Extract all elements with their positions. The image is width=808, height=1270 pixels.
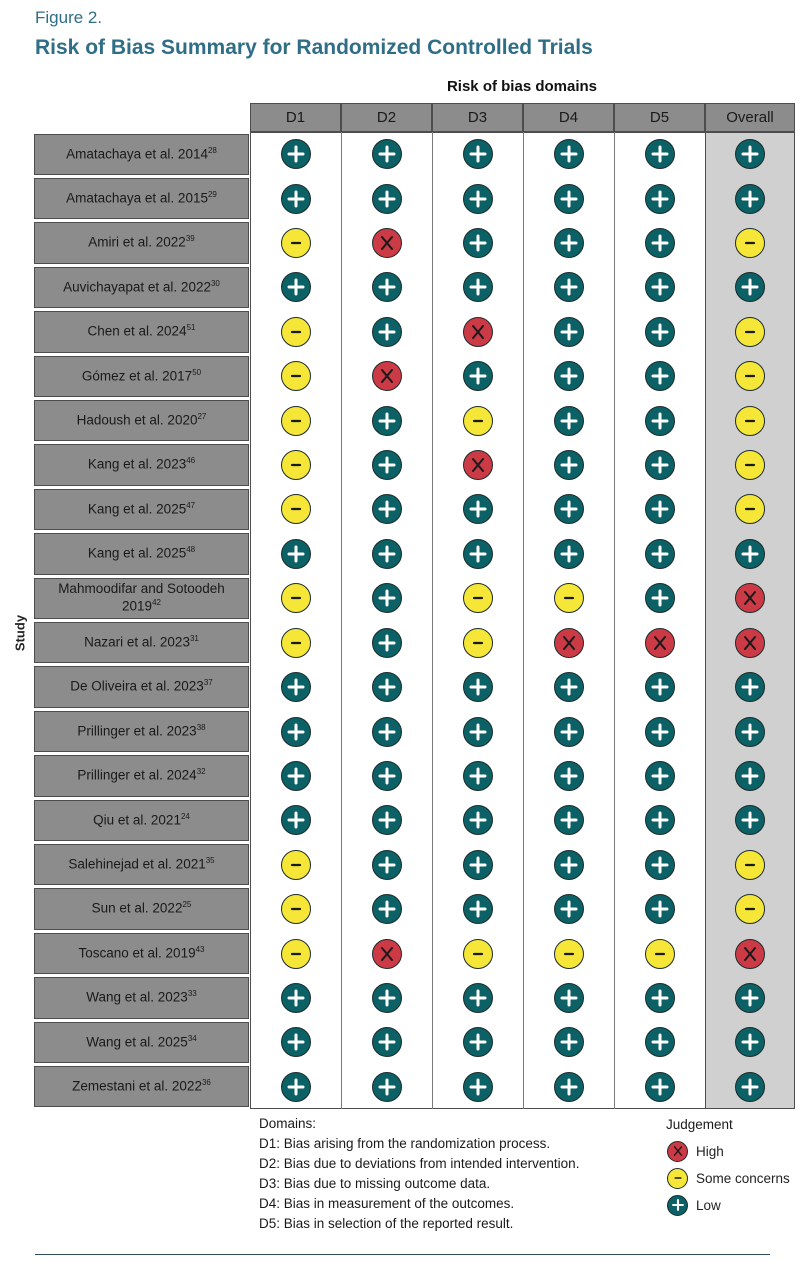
low-risk-icon bbox=[735, 672, 765, 702]
some-concerns-icon bbox=[281, 494, 311, 524]
low-risk-icon bbox=[645, 583, 675, 613]
low-risk-icon bbox=[463, 494, 493, 524]
low-risk-icon bbox=[554, 272, 584, 302]
study-name: De Oliveira et al. 2023$^{37}$ bbox=[70, 678, 213, 694]
low-risk-icon bbox=[554, 850, 584, 880]
some-concerns-icon bbox=[735, 406, 765, 436]
study-reference: 39 bbox=[185, 234, 195, 244]
study-reference: 29 bbox=[207, 189, 217, 199]
low-risk-icon bbox=[645, 894, 675, 924]
study-label bbox=[34, 1022, 249, 1063]
study-label bbox=[34, 844, 249, 885]
study-name: Kang et al. 2025$^{47}$ bbox=[87, 500, 196, 517]
some-concerns-icon bbox=[281, 361, 311, 391]
some-concerns-icon bbox=[735, 228, 765, 258]
low-risk-icon bbox=[372, 184, 402, 214]
low-risk-icon bbox=[372, 1027, 402, 1057]
low-risk-icon bbox=[645, 983, 675, 1013]
low-risk-icon bbox=[372, 494, 402, 524]
some-concerns-icon bbox=[645, 939, 675, 969]
low-risk-icon bbox=[372, 628, 402, 658]
low-risk-icon bbox=[554, 317, 584, 347]
high-risk-icon bbox=[645, 628, 675, 658]
low-risk-icon bbox=[735, 1072, 765, 1102]
low-risk-icon bbox=[554, 184, 584, 214]
domain-note-d1: D1: Bias arising from the randomization process. bbox=[259, 1136, 551, 1151]
low-risk-icon bbox=[463, 672, 493, 702]
study-name: Nazari et al. 2023$^{31}$ bbox=[84, 634, 199, 650]
low-risk-icon bbox=[554, 450, 584, 480]
legend-label-high: High bbox=[696, 1143, 724, 1159]
study-name: Hadoush et al. 2020$^{27}$ bbox=[76, 411, 207, 428]
study-label bbox=[34, 222, 249, 263]
low-risk-icon bbox=[645, 450, 675, 480]
low-risk-icon bbox=[463, 850, 493, 880]
low-risk-icon bbox=[463, 717, 493, 747]
low-risk-icon bbox=[554, 139, 584, 169]
column-divider bbox=[432, 132, 433, 1109]
column-header-d5: D5 bbox=[614, 103, 705, 132]
study-label bbox=[34, 1066, 249, 1107]
study-label bbox=[34, 755, 249, 796]
study-name: Amatachaya et al. 2014$^{28}$ bbox=[66, 145, 217, 162]
study-axis-label: Study bbox=[12, 614, 28, 652]
study-label bbox=[34, 666, 249, 707]
study-reference: 24 bbox=[180, 811, 190, 821]
domain-note-d2: D2: Bias due to deviations from intended intervention. bbox=[259, 1156, 580, 1171]
domains-legend bbox=[259, 1114, 579, 1234]
low-risk-icon bbox=[372, 672, 402, 702]
low-risk-icon bbox=[554, 717, 584, 747]
low-risk-icon bbox=[645, 494, 675, 524]
low-risk-icon bbox=[281, 139, 311, 169]
study-reference: 33 bbox=[187, 989, 197, 999]
high-risk-icon bbox=[667, 1141, 688, 1162]
domain-note-d5: D5: Bias in selection of the reported result. bbox=[259, 1216, 514, 1231]
some-concerns-icon bbox=[463, 939, 493, 969]
column-header-overall: Overall bbox=[705, 103, 795, 132]
low-risk-icon bbox=[645, 1027, 675, 1057]
low-risk-icon bbox=[554, 361, 584, 391]
domain-note-d3: D3: Bias due to missing outcome data. bbox=[259, 1176, 491, 1191]
study-reference: 27 bbox=[197, 411, 207, 421]
low-risk-icon bbox=[554, 672, 584, 702]
study-reference: 46 bbox=[186, 456, 196, 466]
study-name: Wang et al. 2023$^{33}$ bbox=[86, 989, 197, 1005]
study-name: Amatachaya et al. 2015$^{29}$ bbox=[66, 189, 217, 206]
study-label bbox=[34, 933, 249, 974]
low-risk-icon bbox=[281, 272, 311, 302]
study-name: Salehinejad et al. 2021$^{35}$ bbox=[68, 856, 215, 872]
study-reference: 28 bbox=[207, 145, 217, 155]
study-reference: 42 bbox=[152, 598, 161, 608]
low-risk-icon bbox=[735, 184, 765, 214]
high-risk-icon bbox=[372, 939, 402, 969]
column-header-d1: D1 bbox=[250, 103, 341, 132]
some-concerns-icon bbox=[735, 850, 765, 880]
some-concerns-icon bbox=[281, 406, 311, 436]
low-risk-icon bbox=[554, 539, 584, 569]
study-label bbox=[34, 444, 249, 485]
low-risk-icon bbox=[554, 406, 584, 436]
study-name: Kang et al. 2025$^{48}$ bbox=[87, 545, 196, 561]
low-risk-icon bbox=[372, 761, 402, 791]
low-risk-icon bbox=[554, 761, 584, 791]
high-risk-icon bbox=[372, 228, 402, 258]
column-divider bbox=[523, 132, 524, 1109]
low-risk-icon bbox=[735, 983, 765, 1013]
low-risk-icon bbox=[372, 450, 402, 480]
low-risk-icon bbox=[554, 894, 584, 924]
low-risk-icon bbox=[281, 761, 311, 791]
low-risk-icon bbox=[372, 139, 402, 169]
figure-title: Risk of Bias Summary for Randomized Controlled Trials bbox=[35, 36, 593, 59]
low-risk-icon bbox=[372, 539, 402, 569]
low-risk-icon bbox=[463, 761, 493, 791]
legend-item-low bbox=[667, 1194, 721, 1216]
low-risk-icon bbox=[667, 1195, 688, 1216]
low-risk-icon bbox=[463, 272, 493, 302]
some-concerns-icon bbox=[281, 628, 311, 658]
some-concerns-icon bbox=[554, 583, 584, 613]
low-risk-icon bbox=[463, 539, 493, 569]
column-divider bbox=[341, 132, 342, 1109]
study-name: Prillinger et al. 2023$^{38}$ bbox=[77, 722, 206, 739]
low-risk-icon bbox=[463, 983, 493, 1013]
low-risk-icon bbox=[645, 184, 675, 214]
study-reference: 34 bbox=[187, 1033, 197, 1043]
some-concerns-icon bbox=[554, 939, 584, 969]
low-risk-icon bbox=[372, 272, 402, 302]
study-name: Wang et al. 2025$^{34}$ bbox=[86, 1033, 197, 1050]
study-reference: 31 bbox=[189, 634, 199, 644]
study-label bbox=[34, 267, 249, 308]
study-label bbox=[34, 711, 249, 752]
low-risk-icon bbox=[372, 717, 402, 747]
low-risk-icon bbox=[735, 539, 765, 569]
low-risk-icon bbox=[645, 317, 675, 347]
low-risk-icon bbox=[281, 672, 311, 702]
study-label bbox=[34, 178, 249, 219]
low-risk-icon bbox=[372, 850, 402, 880]
study-label bbox=[34, 800, 249, 841]
high-risk-icon bbox=[554, 628, 584, 658]
study-name: Qiu et al. 2021$^{24}$ bbox=[93, 811, 190, 828]
study-label bbox=[34, 489, 249, 530]
low-risk-icon bbox=[281, 539, 311, 569]
study-reference: 38 bbox=[196, 722, 206, 732]
study-label bbox=[34, 578, 249, 619]
low-risk-icon bbox=[645, 850, 675, 880]
low-risk-icon bbox=[554, 805, 584, 835]
low-risk-icon bbox=[463, 228, 493, 258]
study-label bbox=[34, 400, 249, 441]
column-divider bbox=[614, 132, 615, 1109]
study-reference: 35 bbox=[205, 856, 215, 866]
domain-note-d4: D4: Bias in measurement of the outcomes. bbox=[259, 1196, 515, 1211]
study-name: Chen et al. 2024$^{51}$ bbox=[87, 323, 196, 339]
column-header-d2: D2 bbox=[341, 103, 432, 132]
low-risk-icon bbox=[281, 805, 311, 835]
low-risk-icon bbox=[645, 1072, 675, 1102]
low-risk-icon bbox=[645, 539, 675, 569]
low-risk-icon bbox=[281, 983, 311, 1013]
low-risk-icon bbox=[554, 1072, 584, 1102]
low-risk-icon bbox=[554, 494, 584, 524]
study-name: Sun et al. 2022$^{25}$ bbox=[91, 900, 192, 916]
legend-item-high bbox=[667, 1140, 724, 1162]
some-concerns-icon bbox=[667, 1168, 688, 1189]
study-name: Auvichayapat et al. 2022$^{30}$ bbox=[63, 278, 220, 295]
low-risk-icon bbox=[645, 228, 675, 258]
study-name: Gómez et al. 2017$^{50}$ bbox=[81, 367, 202, 384]
column-header-d3: D3 bbox=[432, 103, 523, 132]
low-risk-icon bbox=[372, 583, 402, 613]
study-name: Prillinger et al. 2024$^{32}$ bbox=[77, 767, 206, 783]
low-risk-icon bbox=[463, 1027, 493, 1057]
bottom-rule bbox=[35, 1254, 770, 1255]
low-risk-icon bbox=[281, 1027, 311, 1057]
low-risk-icon bbox=[372, 317, 402, 347]
low-risk-icon bbox=[645, 139, 675, 169]
high-risk-icon bbox=[735, 628, 765, 658]
some-concerns-icon bbox=[735, 450, 765, 480]
low-risk-icon bbox=[281, 184, 311, 214]
study-reference: 50 bbox=[192, 367, 202, 377]
study-label bbox=[34, 134, 249, 175]
high-risk-icon bbox=[463, 317, 493, 347]
low-risk-icon bbox=[645, 272, 675, 302]
legend-label-low: Low bbox=[696, 1197, 721, 1213]
study-reference: 51 bbox=[186, 323, 196, 333]
low-risk-icon bbox=[463, 139, 493, 169]
study-reference: 37 bbox=[203, 678, 213, 688]
low-risk-icon bbox=[645, 805, 675, 835]
low-risk-icon bbox=[645, 717, 675, 747]
legend-item-some-concerns bbox=[667, 1167, 790, 1189]
study-label bbox=[34, 888, 249, 929]
study-label bbox=[34, 622, 249, 663]
low-risk-icon bbox=[372, 983, 402, 1013]
study-reference: 43 bbox=[195, 944, 205, 954]
judgement-legend-heading: Judgement bbox=[666, 1117, 733, 1132]
study-label bbox=[34, 356, 249, 397]
low-risk-icon bbox=[554, 1027, 584, 1057]
study-reference: 47 bbox=[186, 500, 196, 510]
study-reference: 30 bbox=[210, 278, 220, 288]
domains-heading: Risk of bias domains bbox=[446, 78, 598, 95]
low-risk-icon bbox=[463, 361, 493, 391]
study-name: Kang et al. 2023$^{46}$ bbox=[87, 456, 196, 472]
low-risk-icon bbox=[281, 1072, 311, 1102]
some-concerns-icon bbox=[281, 317, 311, 347]
low-risk-icon bbox=[645, 672, 675, 702]
study-label bbox=[34, 977, 249, 1018]
figure-label: Figure 2. bbox=[35, 8, 103, 27]
low-risk-icon bbox=[372, 894, 402, 924]
low-risk-icon bbox=[372, 406, 402, 436]
study-label bbox=[34, 533, 249, 574]
low-risk-icon bbox=[554, 228, 584, 258]
some-concerns-icon bbox=[463, 583, 493, 613]
low-risk-icon bbox=[735, 761, 765, 791]
low-risk-icon bbox=[645, 761, 675, 791]
some-concerns-icon bbox=[281, 450, 311, 480]
low-risk-icon bbox=[463, 1072, 493, 1102]
some-concerns-icon bbox=[735, 317, 765, 347]
some-concerns-icon bbox=[281, 583, 311, 613]
study-label bbox=[34, 311, 249, 352]
low-risk-icon bbox=[645, 361, 675, 391]
low-risk-icon bbox=[463, 184, 493, 214]
some-concerns-icon bbox=[463, 628, 493, 658]
some-concerns-icon bbox=[735, 894, 765, 924]
study-name: Toscano et al. 2019$^{43}$ bbox=[78, 944, 205, 961]
domains-legend-heading: Domains: bbox=[259, 1116, 317, 1131]
some-concerns-icon bbox=[281, 850, 311, 880]
low-risk-icon bbox=[372, 1072, 402, 1102]
low-risk-icon bbox=[372, 805, 402, 835]
column-header-d4: D4 bbox=[523, 103, 614, 132]
some-concerns-icon bbox=[463, 406, 493, 436]
low-risk-icon bbox=[281, 717, 311, 747]
low-risk-icon bbox=[554, 983, 584, 1013]
high-risk-icon bbox=[372, 361, 402, 391]
study-reference: 36 bbox=[201, 1078, 211, 1088]
some-concerns-icon bbox=[281, 894, 311, 924]
study-reference: 25 bbox=[182, 900, 192, 910]
low-risk-icon bbox=[645, 406, 675, 436]
study-name: Mahmoodifar and Sotoodeh 2019$^{42}$ bbox=[58, 581, 225, 614]
some-concerns-icon bbox=[281, 939, 311, 969]
high-risk-icon bbox=[735, 939, 765, 969]
low-risk-icon bbox=[463, 805, 493, 835]
legend-label-some-concerns: Some concerns bbox=[696, 1170, 790, 1186]
low-risk-icon bbox=[735, 139, 765, 169]
study-reference: 48 bbox=[186, 545, 196, 555]
low-risk-icon bbox=[735, 717, 765, 747]
high-risk-icon bbox=[463, 450, 493, 480]
low-risk-icon bbox=[463, 894, 493, 924]
study-name: Zemestani et al. 2022$^{36}$ bbox=[72, 1078, 211, 1094]
study-name: Amiri et al. 2022$^{39}$ bbox=[88, 234, 195, 250]
some-concerns-icon bbox=[281, 228, 311, 258]
study-reference: 32 bbox=[196, 767, 206, 777]
